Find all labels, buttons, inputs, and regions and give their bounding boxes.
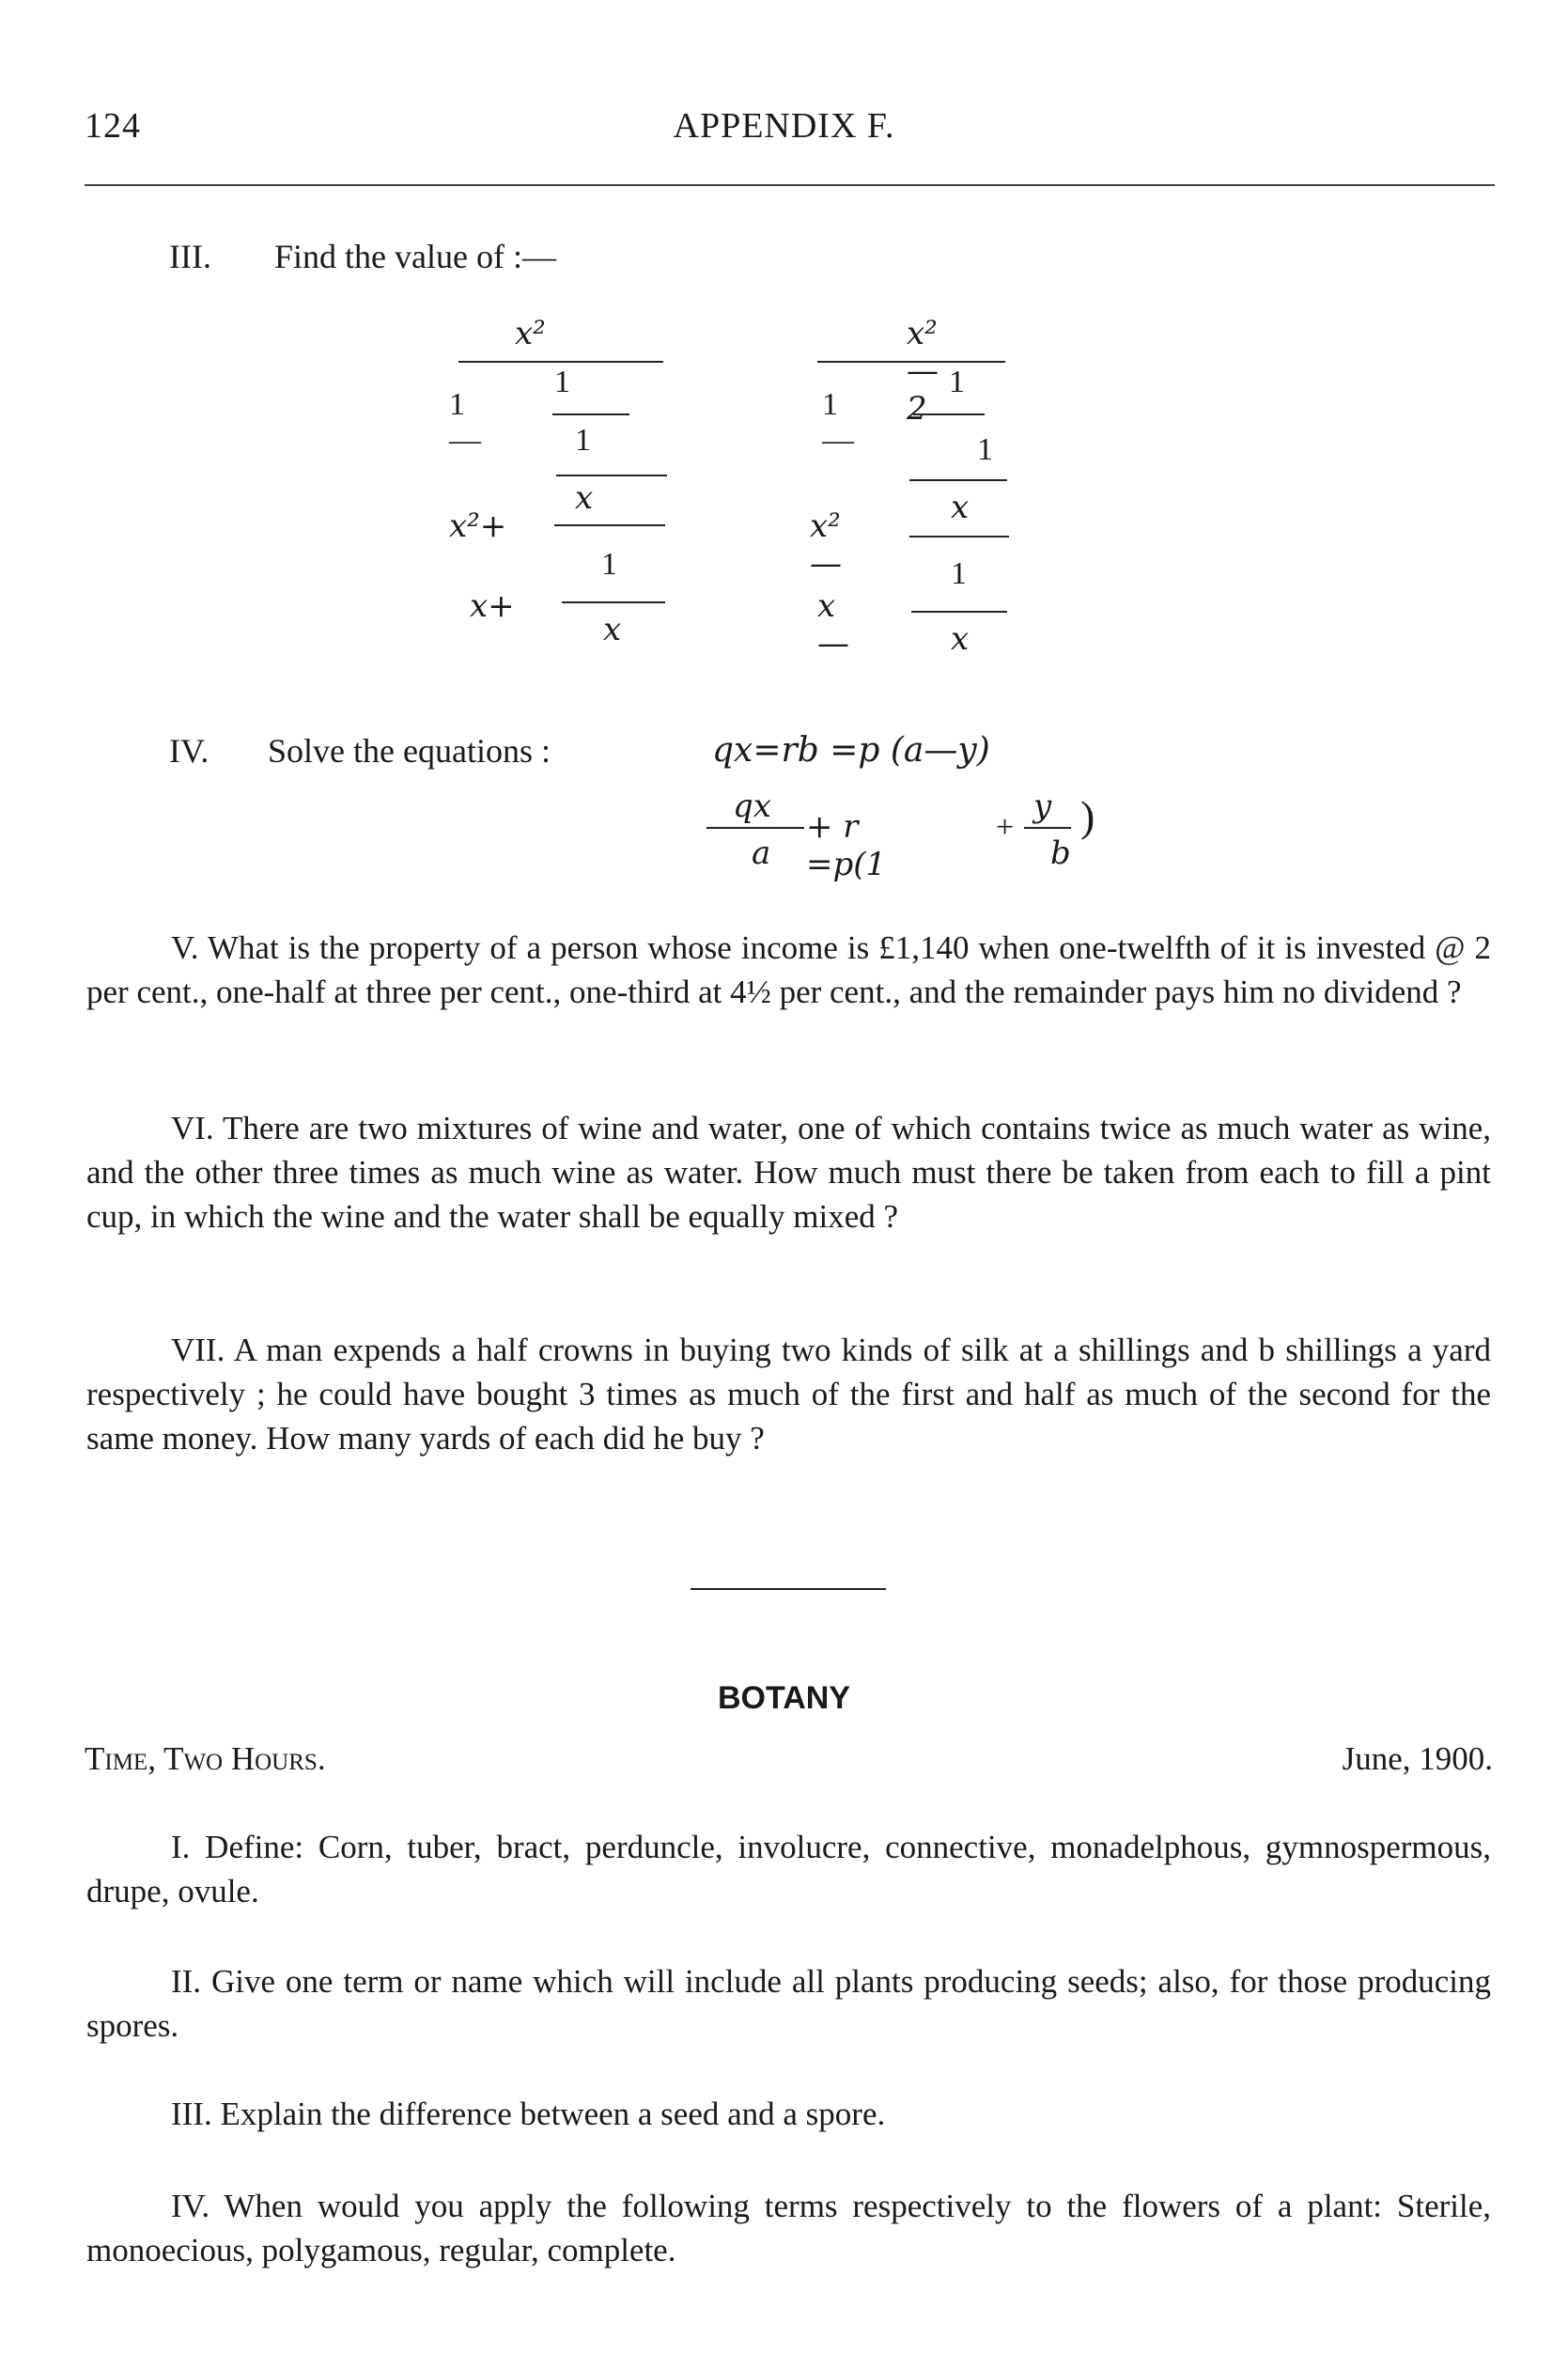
math-text: x+ <box>470 587 515 625</box>
fraction-bar <box>911 611 1007 613</box>
fraction-bar <box>909 536 1009 538</box>
q4-text: Solve the equations : <box>268 732 551 770</box>
fraction-bar <box>909 479 1007 481</box>
math-text: b <box>1050 834 1071 872</box>
math-text: 1 <box>951 556 967 591</box>
math-text: x²— <box>810 507 842 583</box>
math-text: 1 <box>977 432 993 467</box>
fraction-bar <box>913 413 985 415</box>
math-text: 1 <box>575 423 591 458</box>
math-text: y <box>1033 787 1052 825</box>
question-7: VII. A man expends a half crowns in buying two kinds of silk at a shillings and b shillings a yard respectively ; he could have bought 3 times as much of the first and half as much of the second for the same money. How many yards of each did he buy ? <box>86 1332 1491 1457</box>
q4-label: IV. <box>169 732 210 770</box>
fraction-bar <box>706 827 804 829</box>
page-number: 124 <box>85 106 141 146</box>
q3-label: III. <box>169 238 211 275</box>
math-text: 1— <box>822 387 854 458</box>
math-text: qx <box>733 787 771 825</box>
math-text: x² <box>515 315 546 352</box>
math-text: x <box>951 620 970 658</box>
math-text: ) <box>1080 792 1095 840</box>
math-text: a <box>752 834 771 872</box>
math-text: x <box>575 479 594 517</box>
page-title: APPENDIX F. <box>673 106 895 146</box>
question-5: V. What is the property of a person whose income is £1,140 when one-twelfth of it is invested @ 2 per cent., one-half at three per cent., one-third at 4½ per cent., and the remainder pays him no dividend ? <box>86 929 1491 1010</box>
section-title: BOTANY <box>717 1680 851 1716</box>
fraction-bar <box>562 601 665 603</box>
math-text: x²+ <box>449 507 507 545</box>
question-6: VI. There are two mixtures of wine and water, one of which contains twice as much water as wine, and the other three times as much wine as water. How much must there be taken from each to fill a pint cup, in which the wine and the water shall be equally mixed ? <box>86 1110 1491 1235</box>
fraction-bar <box>1024 827 1071 829</box>
math-text: 1— <box>449 387 481 458</box>
fraction-bar <box>552 413 629 415</box>
fraction-bar <box>458 361 663 363</box>
math-text: x <box>603 611 622 648</box>
math-text: x²—2 <box>907 315 939 428</box>
math-text: x <box>951 489 970 526</box>
botany-question-2: II. Give one term or name which will include all plants producing seeds; also, for those producing spores. <box>86 1963 1491 2044</box>
section-divider <box>691 1588 886 1590</box>
math-text: 1 <box>554 365 570 399</box>
botany-question-1: I. Define: Corn, tuber, bract, perduncle, involucre, connective, monadelphous, gymnospermous, drupe, ovule. <box>86 1829 1491 1909</box>
math-text: + r =p(1 <box>806 808 887 883</box>
math-text: x— <box>817 587 849 662</box>
equation-1: qx=rb =p (a—y) <box>712 731 990 770</box>
math-text: 1 <box>949 365 965 399</box>
exam-time: Time, Two Hours. <box>85 1740 326 1777</box>
q3-text: Find the value of :— <box>274 238 556 275</box>
botany-question-3: III. Explain the difference between a seed and a spore. <box>171 2096 886 2132</box>
botany-question-4: IV. When would you apply the following terms respectively to the flowers of a plant: Sterile, monoecious, polygamous, regular, complete. <box>86 2188 1491 2268</box>
math-text: + <box>996 810 1015 845</box>
exam-date: June, 1900. <box>1342 1740 1493 1777</box>
math-text: 1 <box>601 547 617 582</box>
fraction-bar <box>556 475 667 476</box>
fraction-bar <box>554 524 665 526</box>
fraction-bar <box>817 361 1005 363</box>
header-rule <box>85 184 1495 186</box>
